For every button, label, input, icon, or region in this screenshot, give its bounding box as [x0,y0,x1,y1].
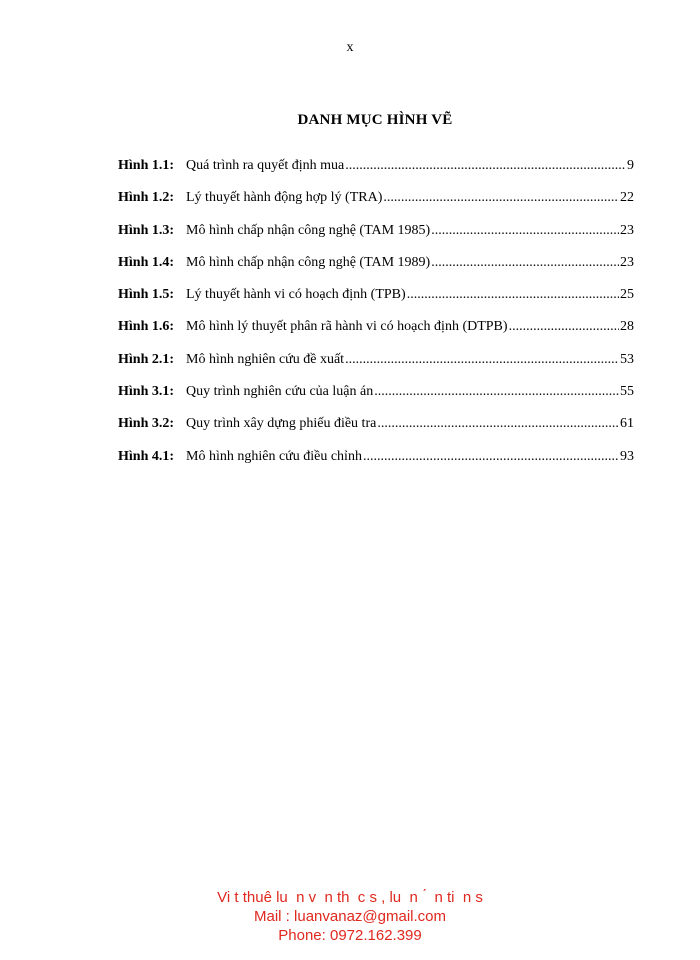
list-item[interactable] [118,416,634,448]
figure-title: Lý thuyết hành vi có hoạch định (TPB) [186,287,406,303]
page-number: x [346,40,354,55]
figure-page-number: 9 [627,158,634,173]
footer-service-line: Vi t thuê lu n v n th c s , lu n ́ n ti n s [217,889,483,906]
dot-leader [431,223,619,239]
figure-page-number: 25 [620,287,634,303]
figure-title: Lý thuyết hành động hợp lý (TRA) [186,190,383,206]
list-item[interactable] [118,223,634,255]
figure-page-number: 93 [620,448,634,464]
figure-label: Hình 4.1: [118,448,175,464]
dot-leader [377,416,619,432]
list-item[interactable] [118,319,634,351]
dot-leader [345,352,619,368]
figure-label: Hình 1.6: [118,319,175,335]
figure-page-number: 55 [620,384,634,400]
list-item[interactable] [118,158,634,190]
figure-title: Quy trình xây dựng phiếu điều tra [186,416,377,432]
figure-label: Hình 2.1: [118,351,175,367]
dot-leader [383,190,619,206]
figure-page-number: 61 [620,416,634,432]
figure-label: Hình 1.3: [118,222,175,238]
list-item[interactable] [118,255,634,287]
figure-label: Hình 1.2: [118,190,175,206]
figure-page-number: 53 [620,351,634,367]
figure-title: Mô hình chấp nhận công nghệ (TAM 1985) [186,222,431,238]
figure-title: Mô hình chấp nhận công nghệ (TAM 1989) [186,254,431,270]
dot-leader [363,449,619,465]
dot-leader [431,255,619,271]
figure-list [118,158,634,481]
footer-email-line[interactable]: Mail : luanvanaz@gmail.com [254,908,446,925]
dot-leader [509,319,619,335]
list-item[interactable] [118,384,634,416]
list-item[interactable] [118,287,634,319]
list-item[interactable] [118,190,634,222]
figure-page-number: 28 [620,319,634,335]
figure-title: Mô hình nghiên cứu điều chỉnh [186,448,362,464]
dot-leader [407,287,619,303]
figure-label: Hình 3.2: [118,416,175,432]
figure-title: Mô hình nghiên cứu đề xuất [186,351,345,367]
figure-title: Mô hình lý thuyết phân rã hành vi có hoạch định (DTPB) [186,319,508,335]
figure-label: Hình 3.1: [118,384,175,400]
dot-leader [345,158,626,174]
figure-title: Quy trình nghiên cứu của luận án [186,384,374,400]
page-title: DANH MỤC HÌNH VẼ [297,112,453,128]
list-item[interactable] [118,449,634,481]
dot-leader [374,384,619,400]
footer-contact [0,888,700,945]
list-item[interactable] [118,352,634,384]
figure-page-number: 22 [620,190,634,206]
footer-phone-line[interactable]: Phone: 0972.162.399 [278,927,422,944]
figure-label: Hình 1.5: [118,287,175,303]
figure-page-number: 23 [620,222,634,238]
figure-label: Hình 1.1: [118,158,175,173]
figure-page-number: 23 [620,254,634,270]
figure-label: Hình 1.4: [118,254,175,270]
figure-title: Quá trình ra quyết định mua [186,158,345,173]
